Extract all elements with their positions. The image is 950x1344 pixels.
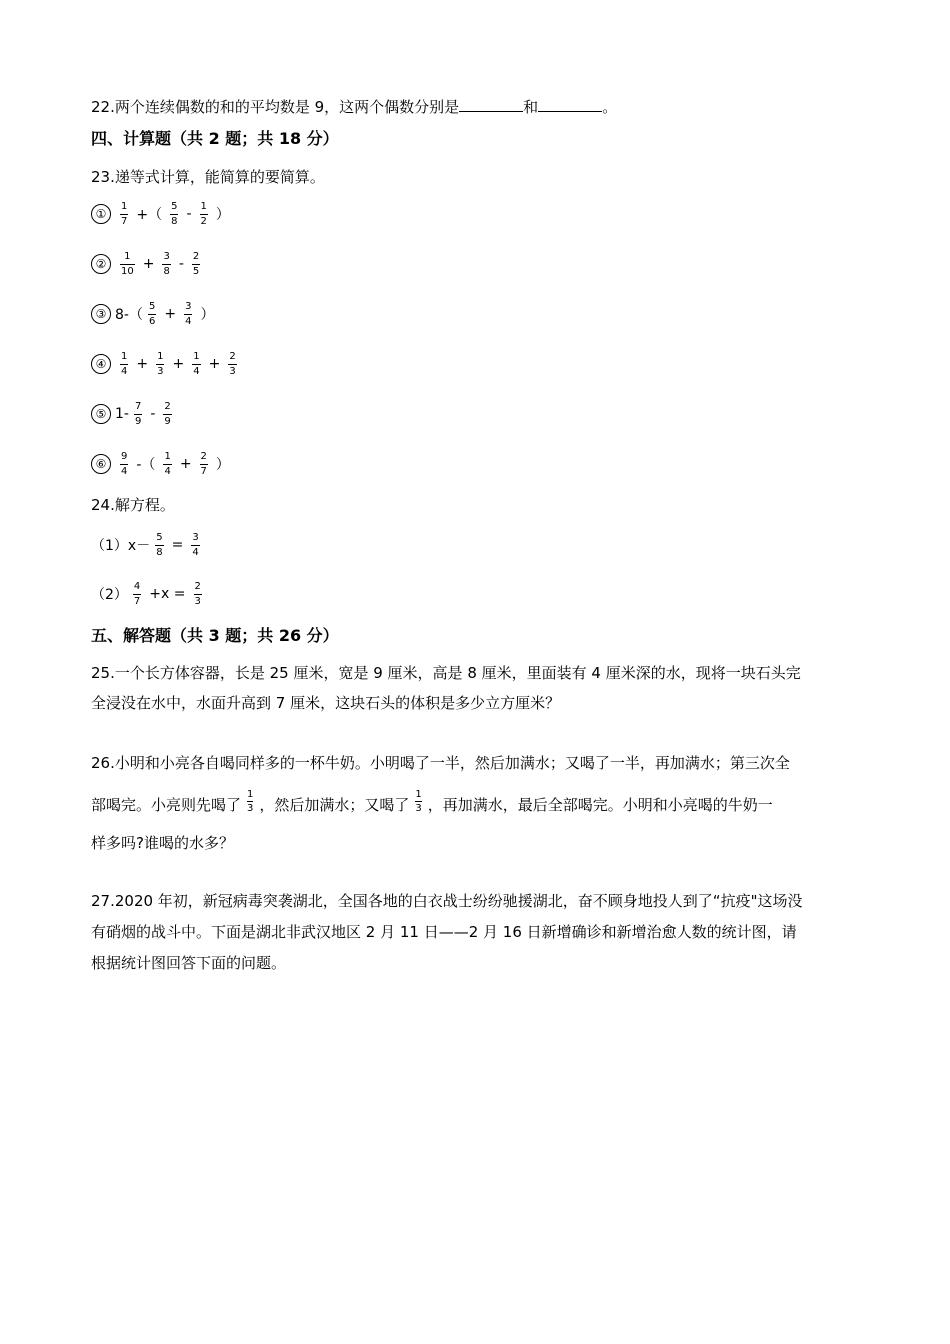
q25-line-1: 25.一个长方体容器，长是 25 厘米，宽是 9 厘米，高是 8 厘米，里面装有 4 厘米深的水，现将一块石头完 [91, 664, 801, 682]
answer-blank-2[interactable] [538, 98, 602, 112]
fraction: $\frac{2}{5}$ [192, 250, 200, 277]
fraction: $\frac{1}{4}$ [193, 350, 200, 377]
question-23-prompt: 23.递等式计算，能简算的要简算。 [91, 168, 325, 186]
fraction: $\frac{1}{4}$ [121, 350, 128, 377]
calc-item-1: ① $\frac{1}{7}$ +（ $\frac{5}{8}$ - $\frac{1}{2}$ ） [91, 197, 233, 231]
section-4-title: 四、计算题（共 2 题；共 18 分） [91, 129, 339, 148]
calc-item-6: ⑥ $\frac{9}{4}$ -（ $\frac{1}{4}$ + $\frac{2}{7}$ ） [91, 447, 233, 481]
question-22 [91, 96, 617, 117]
calc-item-4: ④ $\frac{1}{4}$ + $\frac{1}{3}$ + $\frac{1}{4}$ + $\frac{2}{3}$ [91, 347, 242, 381]
fraction: $\frac{1}{3}$ [157, 350, 164, 377]
fraction: $\frac{3}{4}$ [192, 531, 199, 558]
answer-blank-1[interactable] [459, 98, 523, 112]
q27-line-1: 27.2020 年初，新冠病毒突袭湖北，全国各地的白衣战士纷纷驰援湖北，奋不顾身地投人到了“抗疫"这场没 [91, 892, 803, 910]
item-marker: ④ [91, 354, 111, 374]
fraction: $\frac{5}{8}$ [156, 531, 163, 558]
item-marker: ① [91, 204, 111, 224]
section-5-title: 五、解答题（共 3 题；共 26 分） [91, 626, 339, 645]
q26-line-1: 26.小明和小亮各自喝同样多的一杯牛奶。小明喝了一半，然后加满水；又喝了一半，再加满水；第三次全 [91, 754, 790, 772]
item-marker: ⑤ [91, 404, 111, 424]
fraction: $\frac{2}{7}$ [200, 450, 207, 477]
q22-mid: 和 [523, 98, 539, 116]
calc-item-5: ⑤ 1- $\frac{7}{9}$ - $\frac{2}{9}$ [91, 397, 177, 431]
fraction: $\frac{1}{2}$ [200, 200, 207, 227]
equation-1: （1）x－ $\frac{5}{8}$ = $\frac{3}{4}$ [91, 531, 199, 558]
calc-item-3: ③ 8-（ $\frac{5}{6}$ + $\frac{3}{4}$ ） [91, 297, 217, 331]
equation-2: （2） $\frac{4}{7}$ +x = $\frac{2}{3}$ [91, 580, 201, 607]
fraction: $\frac{4}{7}$ [133, 580, 141, 607]
fraction: $\frac{1}{10}$ [121, 250, 134, 277]
fraction: $\frac{5}{8}$ [171, 200, 178, 227]
q26-line-2: 部喝完。小亮则先喝了 $\frac{1}{3}$ ，然后加满水；又喝了 $\frac{1}{3}$ ，再加满水，最后全部喝完。小明和小亮喝的牛奶一 [91, 789, 773, 814]
q26-line-3: 样多吗?谁喝的水多？ [91, 834, 234, 852]
fraction: $\frac{5}{6}$ [148, 300, 156, 327]
fraction: $\frac{3}{8}$ [163, 250, 170, 277]
q22-end: 。 [602, 98, 618, 116]
item-marker: ⑥ [91, 454, 111, 474]
question-24-prompt: 24.解方程。 [91, 496, 175, 514]
q22-text: 22.两个连续偶数的和的平均数是 9，这两个偶数分别是 [91, 98, 460, 116]
fraction: $\frac{7}{9}$ [134, 400, 142, 427]
fraction: $\frac{9}{4}$ [121, 450, 128, 477]
fraction: $\frac{3}{4}$ [185, 300, 192, 327]
calc-item-2: ② $\frac{1}{10}$ + $\frac{3}{8}$ - $\frac{2}{5}$ [91, 247, 205, 281]
item-marker: ③ [91, 304, 111, 324]
fraction: $\frac{1}{3}$ [415, 789, 422, 814]
fraction: $\frac{1}{4}$ [164, 450, 171, 477]
q27-line-3: 根据统计图回答下面的问题。 [91, 954, 287, 972]
q25-line-2: 全浸没在水中，水面升高到 7 厘米，这块石头的体积是多少立方厘米？ [91, 694, 561, 712]
fraction: $\frac{2}{9}$ [164, 400, 171, 427]
fraction: $\frac{1}{3}$ [247, 789, 254, 814]
item-marker: ② [91, 254, 111, 274]
fraction: $\frac{1}{7}$ [121, 200, 128, 227]
q27-line-2: 有硝烟的战斗中。下面是湖北非武汉地区 2 月 11 日——2 月 16 日新增确诊和新增治愈人数的统计图，请 [91, 923, 797, 941]
fraction: $\frac{2}{3}$ [229, 350, 236, 377]
fraction: $\frac{2}{3}$ [194, 580, 201, 607]
